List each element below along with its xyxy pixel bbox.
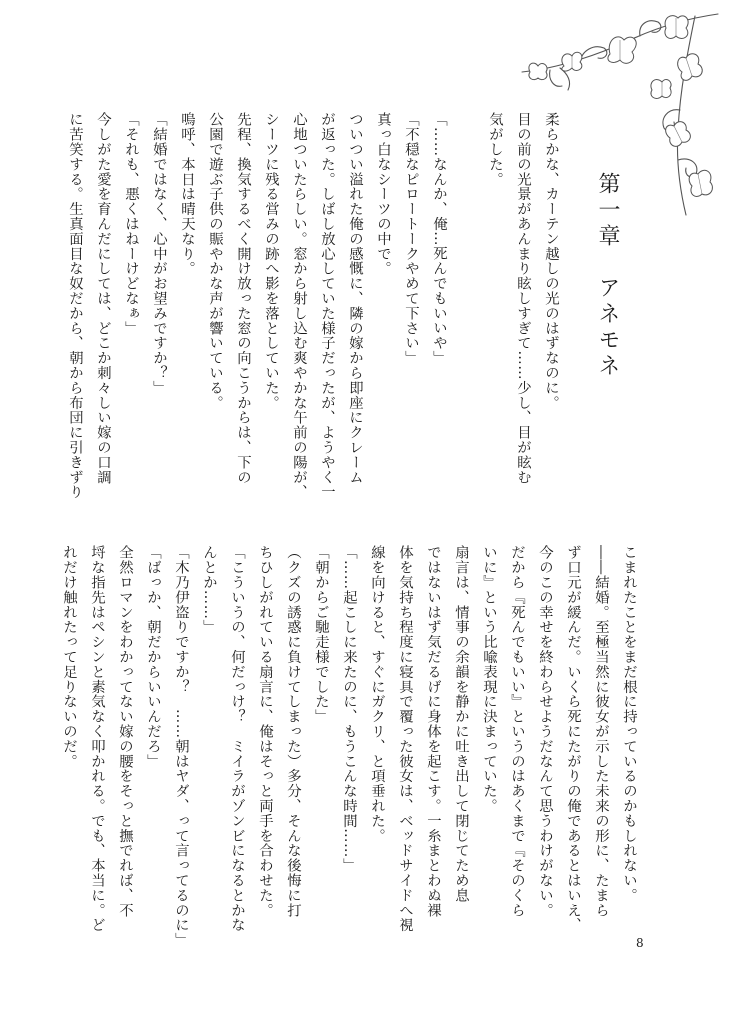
text-line: ではないはず気だるげに身体を起こす。一糸まとわぬ裸 — [425, 545, 441, 918]
text-line: 「……なんか、俺…死んでもいいや」 — [431, 112, 447, 366]
text-line: 「結婚ではなく、心中がお望みですか？」 — [151, 112, 167, 396]
text-line: 「木乃伊盗りですか？ ……朝はヤダ、って言ってるのに」 — [173, 545, 189, 948]
text-line: 体を気持ち程度に寝具で覆った彼女は、ベッドサイドへ視 — [397, 545, 413, 933]
text-line: 気がした。 — [487, 112, 503, 187]
text-line: 今のこの幸せを終わらせようだなんて思うわけがない。 — [537, 545, 553, 918]
text-line — [453, 112, 481, 497]
text-line: 心地ついたらしい。窓から射し込む爽やかな午前の陽が、 — [291, 112, 307, 500]
text-line: に苦笑する。生真面目な奴だから、朝から布団に引きずり — [67, 112, 83, 500]
text-line: 柔らかな、カーテン越しの光のはずなのに。 — [543, 112, 559, 410]
text-line: 「不穏なピロートークやめて下さい」 — [403, 112, 419, 366]
text-line: 目の前の光景があんまり眩しすぎて……少し、目が眩む — [515, 112, 531, 485]
page-number: 8 — [636, 936, 644, 950]
text-line: 「それも、悪くはねーけどなぁ」 — [123, 112, 139, 336]
text-line: 埒な指先はペシンと素気なく叩かれる。でも、本当に。ど — [89, 545, 105, 933]
text-line: ついつい溢れた俺の感慨に、隣の嫁から即座にクレーム — [347, 112, 363, 485]
text-line: ――結婚。至極当然に彼女が示した未来の形に、たまら — [593, 545, 609, 918]
text-line: 「ばっか、朝だからいいんだろ」 — [145, 545, 161, 769]
lower-text-block — [55, 545, 643, 948]
text-line: 今しがた愛を育んだにしては、どこか刺々しい嫁の口調 — [95, 112, 111, 485]
text-line: （クズの誘惑に負けてしまった）多分、そんな後悔に打 — [285, 545, 301, 918]
text-line: 「……起こしに来たのに、もうこんな時間……」 — [341, 545, 357, 873]
text-line: 公園で遊ぶ子供の賑やかな声が響いている。 — [207, 112, 223, 410]
text-line: 線を向けると、すぐにガクリ、と項垂れた。 — [369, 545, 385, 843]
text-line: れだけ触れたって足りないのだ。 — [61, 545, 77, 769]
text-line: んとか……」 — [201, 545, 217, 635]
upper-text-block — [61, 112, 565, 500]
text-line: ちひしがれている扇言に、俺はそっと両手を合わせた。 — [257, 545, 273, 918]
text-line: いに』という比喩表現に決まっていた。 — [481, 545, 497, 814]
text-line: 「こういうの、何だっけ？ ミイラがゾンビになるとかな — [229, 545, 245, 933]
text-line: ず口元が緩んだ。いくら死にたがりの俺であるとはいえ、 — [565, 545, 581, 933]
text-line: 真っ白なシーツの中で。 — [375, 112, 391, 276]
text-line: 全然ロマンをわかってない嫁の腰をそっと撫でれば、不 — [117, 545, 133, 918]
chapter-title: 第一章 アネモネ — [595, 172, 620, 380]
text-line: 「朝からご馳走様でした」 — [313, 545, 329, 724]
text-line: 先程、換気するべく開け放った窓の向こうからは、下の — [235, 112, 251, 485]
text-line: だから『死んでもいい』というのはあくまで『そのくら — [509, 545, 525, 918]
text-line: 嗚呼、本日は晴天なり。 — [179, 112, 195, 276]
text-line: こまれたことをまだ根に持っているのかもしれない。 — [621, 545, 637, 903]
text-line: 扇言は、情事の余韻を静かに吐き出して閉じてため息 — [453, 545, 469, 903]
text-line: シーツに残る営みの跡へ影を落としていた。 — [263, 112, 279, 410]
text-line: が返った。しばし放心していた様子だったが、ようやく一 — [319, 112, 335, 500]
